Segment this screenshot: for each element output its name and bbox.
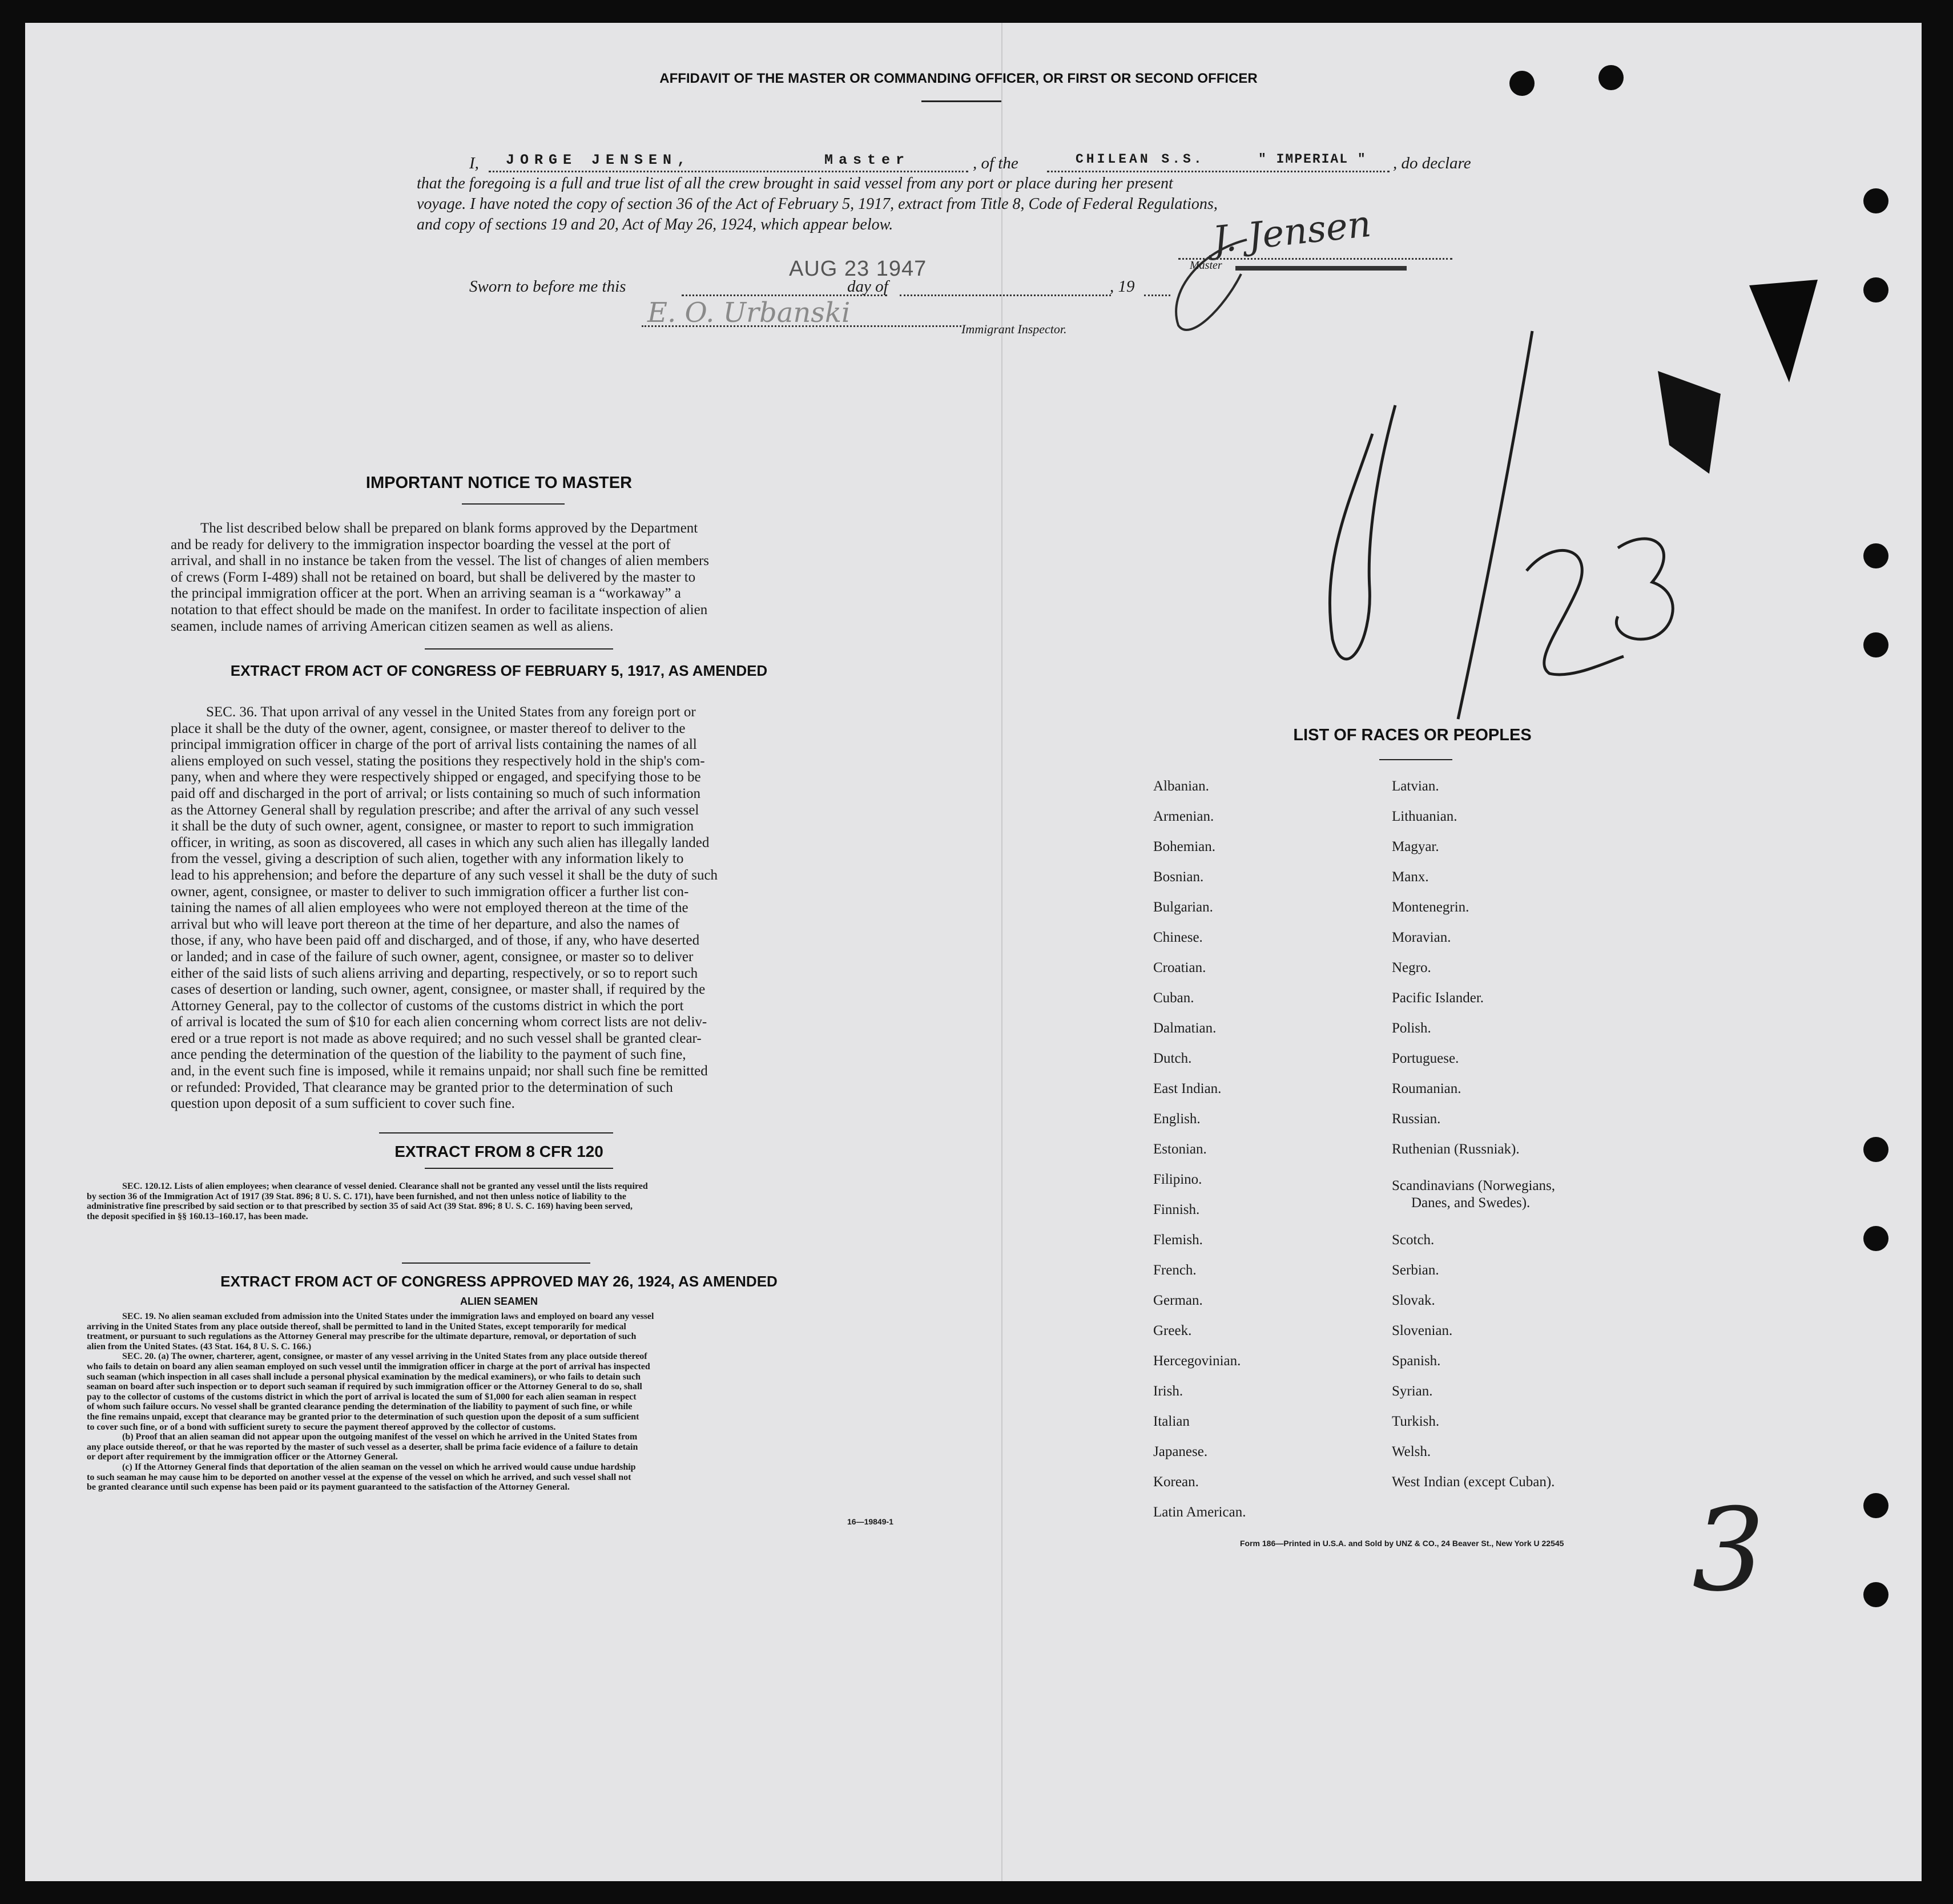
extract-1917-line: officer, in writing, as soon as discovered, all cases in which any such alien has illegally landed [171, 834, 710, 850]
notice-line: notation to that effect should be made on the manifest. In order to facilitate inspection of alien [171, 602, 708, 618]
race-item: Syrian. [1392, 1383, 1433, 1399]
extract-1917-line: SEC. 36. That upon arrival of any vessel in the United States from any foreign port or [206, 704, 696, 720]
extract-1924-subtitle: ALIEN SEAMEN [460, 1296, 538, 1307]
extract-1924-title: EXTRACT FROM ACT OF CONGRESS APPROVED MAY 26, 1924, AS AMENDED [220, 1273, 778, 1290]
race-item: Italian [1153, 1414, 1190, 1429]
affidavit-line-1 [469, 154, 479, 173]
race-item: French. [1153, 1262, 1197, 1278]
extract-1924-line: arriving in the United States from any place outside thereof, shall be permitted to land in the United States, except temporarily for medical [87, 1321, 626, 1332]
extract-cfr-line: administrative fine prescribed by said section or to that prescribed by section 35 of said Act (39 Stat. 896; 8 U. S. C. 169) having been served, [87, 1201, 633, 1212]
race-item: Pacific Islander. [1392, 990, 1484, 1006]
race-item: Latin American. [1153, 1504, 1246, 1520]
extract-cfr-line: by section 36 of the Immigration Act of 1917 (39 Stat. 896; 8 U. S. C. 171), have been furnished, and not then unless notice of liability to the [87, 1191, 626, 1201]
race-item: Roumanian. [1392, 1081, 1461, 1096]
extract-1917-line: as the Attorney General shall by regulation prescribe; and after the arrival of any such vessel [171, 802, 699, 818]
punch-hole [1863, 188, 1888, 213]
extract-cfr-divider [402, 1262, 590, 1264]
extract-1917-line: cases of desertion or landing, such owner, agent, consignee, or master shall, if required by the [171, 982, 706, 998]
extract-1917-line: paid off and discharged in the port of arrival; or lists containing so much of such information [171, 785, 701, 801]
inspector-label: Immigrant Inspector. [961, 322, 1067, 336]
race-item: Bosnian. [1153, 869, 1204, 885]
page-fold [1001, 23, 1002, 1881]
race-item: Portuguese. [1392, 1051, 1459, 1066]
extract-cfr-line: SEC. 120.12. Lists of alien employees; when clearance of vessel denied. Clearance shall not be granted any vessel until the lists required [122, 1181, 648, 1191]
extract-1917-line: arrival but who will leave port thereon at the time of her departure, and also the names of [171, 916, 680, 932]
extract-1924-line: such seaman (which inspection in all cases shall include a personal physical examination by the medical examiners), or who fails to detain such [87, 1371, 641, 1382]
extract-1917-line: ance pending the determination of the question of the liability to the payment of such fine, [171, 1047, 686, 1063]
extract-1924-body [87, 1312, 918, 1492]
notice-line: and be ready for delivery to the immigration inspector boarding the vessel at the port of [171, 536, 671, 552]
vessel-line-label: CHILEAN S.S. [1076, 152, 1205, 167]
extract-1917-line: or refunded: Provided, That clearance may be granted prior to the determination of such [171, 1079, 673, 1095]
punch-hole [1863, 632, 1888, 657]
notary-seal [1646, 257, 1818, 485]
master-signature: J. Jensen [1210, 203, 1374, 262]
race-item: Russian. [1392, 1111, 1441, 1127]
races-title-rule [1379, 759, 1452, 760]
extract-1917-line: principal immigration officer in charge of the port of arrival lists containing the names of all [171, 737, 697, 753]
extract-1924-form-code: 16—19849-1 [847, 1517, 893, 1526]
extract-1917-body [171, 704, 833, 1112]
race-item: Korean. [1153, 1474, 1199, 1490]
extract-1924-line: of whom such failure occurs. No vessel shall be granted clearance pending the determination of the liability to payment of such fine, or while [87, 1402, 633, 1412]
extract-1917-line: or landed; and in case of the failure of such owner, agent, consignee, or master so to deliver [171, 949, 694, 965]
race-item: Slovak. [1392, 1293, 1435, 1308]
race-item: Hercegovinian. [1153, 1353, 1241, 1369]
race-item: Croatian. [1153, 960, 1206, 975]
inspector-signature: E. O. Urbanski [647, 297, 851, 329]
extract-1917-line: either of the said lists of such aliens arriving and departing, respectively, or so to report such [171, 965, 698, 981]
affidavit-line-3: voyage. I have noted the copy of section 36 of the Act of February 5, 1917, extract from Title 8, Code of Federal Regulations, [417, 195, 1218, 213]
extract-1924-line: treatment, or pursuant to such regulations as the Attorney General may prescribe for the ultimate departure, removal, or deportation of such [87, 1332, 637, 1342]
race-item: Bohemian. [1153, 839, 1216, 854]
extract-1917-line: owner, agent, consignee, or master to deliver to such immigration officer a further list con- [171, 884, 689, 899]
race-item: Manx. [1392, 869, 1429, 885]
extract-1917-line: from the vessel, giving a description of such alien, together with any information likely to [171, 851, 684, 867]
punch-hole [1598, 65, 1624, 90]
officer-rank: Master [824, 152, 911, 168]
race-item: Albanian. [1153, 778, 1209, 794]
race-item: Ruthenian (Russniak). [1392, 1141, 1520, 1157]
extract-1924-line: (b) Proof that an alien seaman did not appear upon the outgoing manifest of the vessel on which he arrived in the United States from [122, 1432, 638, 1442]
race-item: Turkish. [1392, 1414, 1440, 1429]
race-item: Scotch. [1392, 1232, 1435, 1248]
punch-hole [1509, 71, 1535, 96]
notice-divider [425, 648, 613, 650]
race-item: East Indian. [1153, 1081, 1222, 1096]
race-item: Montenegrin. [1392, 899, 1469, 915]
notice-line: seamen, include names of arriving American citizen seamen as well as aliens. [171, 618, 614, 634]
race-item: Irish. [1153, 1383, 1183, 1399]
race-item: Slovenian. [1392, 1323, 1453, 1338]
extract-1917-line: taining the names of all alien employees who were not employed thereon at the time of the [171, 900, 688, 916]
extract-1917-line: and, in the event such fine is imposed, while it remains unpaid; nor shall such fine be remitted [171, 1063, 708, 1079]
race-item: Filipino. [1153, 1172, 1202, 1187]
date-stamp: AUG 23 1947 [789, 257, 927, 281]
extract-1924-line: alien from the United States. (43 Stat. 164, 8 U. S. C. 166.) [87, 1341, 312, 1352]
extract-1917-line: pany, when and where they were respectively shipped or engaged, and specifying those to be [171, 769, 701, 785]
race-item: Welsh. [1392, 1444, 1431, 1459]
vessel-line [1047, 171, 1390, 172]
extract-1917-line: question upon deposit of a sum sufficient to cover such fine. [171, 1096, 515, 1112]
race-item: Negro. [1392, 960, 1431, 975]
affidavit-line-2: that the foregoing is a full and true list of all the crew brought in said vessel from any port or place during her present [417, 175, 1173, 192]
extract-cfr-title: EXTRACT FROM 8 CFR 120 [394, 1143, 603, 1160]
extract-1924-line: pay to the collector of customs of the customs district in which the port of arrival is located the sum of $1,000 for each alien seaman in respect [87, 1391, 637, 1402]
extract-cfr-line: the deposit specified in §§ 160.13–160.17, has been made. [87, 1211, 308, 1221]
punch-hole [1863, 1582, 1888, 1607]
extract-1924-line: SEC. 19. No alien seaman excluded from admission into the United States under the immigration laws and employed on board any vessel [122, 1312, 654, 1321]
sworn-label: Sworn to before me this [469, 277, 626, 296]
officer-name: JORGE JENSEN, [506, 152, 692, 168]
extract-1917-line: of arrival is located the sum of $10 for each alien concerning whom correct lists are not deliv- [171, 1014, 707, 1030]
extract-1917-line: Attorney General, pay to the collector of customs of the customs district in which the port [171, 998, 684, 1014]
race-item: Greek. [1153, 1323, 1192, 1338]
affidavit-title: AFFIDAVIT OF THE MASTER OR COMMANDING OFFICER, OR FIRST OR SECOND OFFICER [659, 71, 1258, 86]
extract-cfr-body [87, 1181, 918, 1221]
extract-1924-line: the fine remains unpaid, except that clearance may be granted prior to the determination of such question upon the deposit of a sum sufficient [87, 1411, 639, 1422]
extract-1917-line: lead to his apprehension; and before the departure of any such vessel it shall be the duty of such [171, 867, 718, 883]
extract-1917-line: it shall be the duty of such owner, agent, consignee, or master to report to such immigration [171, 818, 694, 834]
notice-line: of crews (Form I-489) shall not be retained on board, but shall be delivered by the master to [171, 569, 696, 585]
race-item: English. [1153, 1111, 1201, 1127]
extract-1924-line: be granted clearance until such expense has been paid or its payment guaranteed to the satisfaction of the Attorney General. [87, 1482, 570, 1492]
affidavit-prefix: I, [469, 154, 479, 172]
race-item: Magyar. [1392, 839, 1439, 854]
race-item: Spanish. [1392, 1353, 1441, 1369]
extract-1917-line: those, if any, who have been paid off and discharged, and of those, if any, who have deserted [171, 933, 700, 949]
extract-1924-line: (c) If the Attorney General finds that deportation of the alien seaman on the vessel on which he arrived would cause undue hardship [122, 1462, 636, 1472]
notice-title-rule [462, 503, 565, 505]
punch-hole [1863, 543, 1888, 568]
document-page [25, 23, 1922, 1881]
struck-officer-text [1235, 266, 1407, 271]
handwritten-page-number: 3 [1692, 1484, 1765, 1617]
notice-title: IMPORTANT NOTICE TO MASTER [365, 474, 633, 492]
vessel-name: " IMPERIAL " [1258, 152, 1367, 167]
extract-1917-line: aliens employed on such vessel, stating the positions they respectively hold in the ship's com- [171, 753, 705, 769]
extract-cfr-rule [425, 1168, 613, 1169]
notice-line: the principal immigration officer at the port. When an arriving seaman is a “workaway” a [171, 586, 681, 602]
race-item: Finnish. [1153, 1202, 1200, 1217]
races-title: LIST OF RACES OR PEOPLES [1293, 726, 1532, 744]
affidavit-title-rule [921, 100, 1001, 102]
sworn-year-line [1144, 295, 1170, 296]
extract-1917-line: place it shall be the duty of the owner, agent, consignee, or master thereof to deliver to the [171, 720, 686, 736]
extract-1924-line: or deport after requirement by the immigration officer or the Attorney General. [87, 1452, 398, 1462]
race-item: Scandinavians (Norwegians, [1392, 1178, 1556, 1193]
extract-1924-line: SEC. 20. (a) The owner, charterer, agent, consignee, or master of any vessel arriving in the United States from any place outside thereof [122, 1352, 647, 1362]
printer-footer: Form 186—Printed in U.S.A. and Sold by UNZ & CO., 24 Beaver St., New York U 22545 [1240, 1539, 1564, 1548]
extract-1917-divider [379, 1132, 613, 1133]
day-of-label: day of [847, 277, 888, 296]
race-item: Lithuanian. [1392, 809, 1457, 824]
declare-label: , do declare [1393, 154, 1471, 172]
signature-flourish [1155, 228, 1258, 342]
race-item: Moravian. [1392, 930, 1451, 945]
punch-hole [1863, 277, 1888, 302]
extract-1924-line: to such seaman he may cause him to be deported on another vessel at the expense of the vessel on which he arrived, and such vessel shall not [87, 1472, 631, 1482]
extract-1924-line: who fails to detain on board any alien seaman employed on such vessel until the immigration officer in charge at the port of arrival has inspected [87, 1361, 650, 1371]
race-item: Flemish. [1153, 1232, 1203, 1248]
race-item: Armenian. [1153, 809, 1214, 824]
punch-hole [1863, 1137, 1888, 1162]
race-item: Danes, and Swedes). [1411, 1195, 1531, 1211]
extract-1924-line: to cover such fine, or of a bond with sufficient surety to secure the payment thereof approved by the collector of customs. [87, 1422, 556, 1432]
notice-body [171, 521, 833, 635]
punch-hole [1863, 1226, 1888, 1251]
extract-1917-line: ered or a true report is not made as above required; and no such vessel shall be granted clear- [171, 1030, 702, 1046]
race-item: Bulgarian. [1153, 899, 1213, 915]
race-item: Serbian. [1392, 1262, 1439, 1278]
race-item: Estonian. [1153, 1141, 1207, 1157]
year-label: , 19 [1110, 277, 1135, 296]
race-item: Dutch. [1153, 1051, 1192, 1066]
punch-hole [1863, 1493, 1888, 1518]
extract-1917-title: EXTRACT FROM ACT OF CONGRESS OF FEBRUARY 5, 1917, AS AMENDED [230, 662, 768, 679]
race-item: Cuban. [1153, 990, 1194, 1006]
race-item: Chinese. [1153, 930, 1203, 945]
race-item: Polish. [1392, 1020, 1431, 1036]
affidavit-line-4: and copy of sections 19 and 20, Act of May 26, 1924, which appear below. [417, 216, 893, 233]
officer-name-line [489, 171, 968, 172]
extract-1924-line: seaman on board after such inspection or to deport such seaman if required by such immigration officer or the Attorney General to do so, shall [87, 1382, 642, 1392]
master-label: Master [1190, 259, 1222, 272]
handwritten-date-mark [1287, 320, 1698, 731]
race-item: Dalmatian. [1153, 1020, 1217, 1036]
extract-1924-line: any place outside thereof, or that he was reported by the master of such vessel as a deserter, shall be prima facie evidence of a failure to detain [87, 1442, 638, 1452]
sworn-month-line [900, 295, 1111, 296]
race-item: German. [1153, 1293, 1203, 1308]
race-item: West Indian (except Cuban). [1392, 1474, 1555, 1490]
race-item: Japanese. [1153, 1444, 1208, 1459]
notice-line: arrival, and shall in no instance be taken from the vessel. The list of changes of alien members [171, 553, 709, 569]
notice-line: The list described below shall be prepared on blank forms approved by the Department [200, 521, 698, 536]
of-the-label: , of the [973, 154, 1018, 172]
race-item: Latvian. [1392, 778, 1439, 794]
